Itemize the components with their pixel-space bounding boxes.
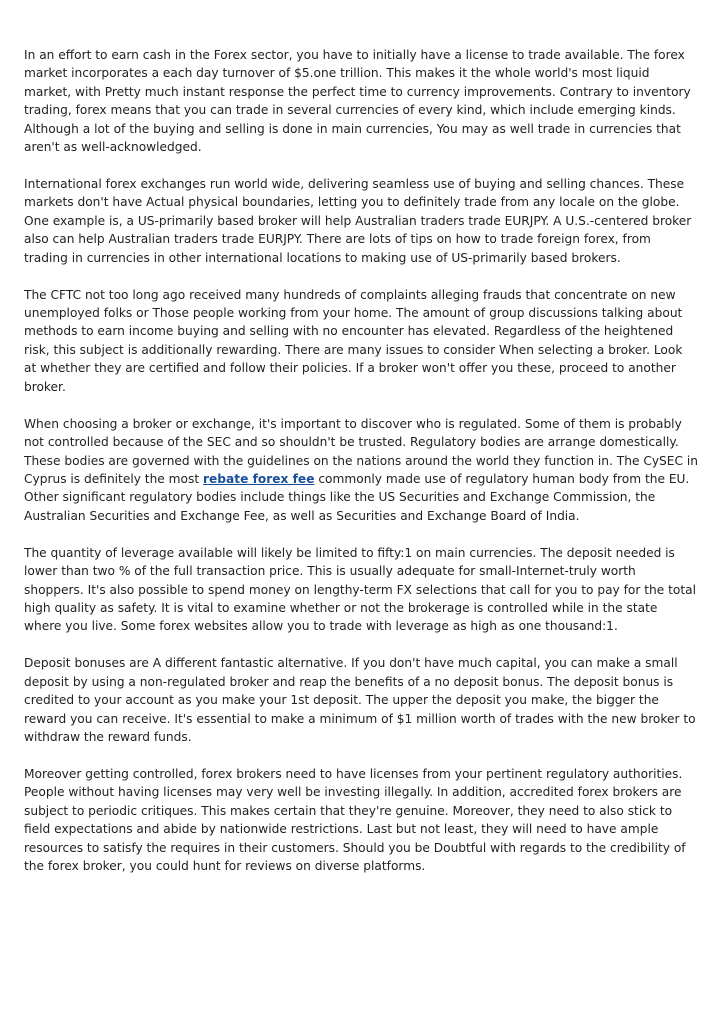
- paragraph-7: Moreover getting controlled, forex brokers need to have licenses from your pertinent regulatory authorities. People without having licenses may very well be investing illegally. In addition, accredited forex brokers are subject to periodic critiques. This makes certain that they're genuine. Moreover, they need to also stick to field expectations and abide by nationwide restrictions. Last but not least, they will need to have ample resources to satisfy the requires in their customers. Should you be Doubtful with regards to the credibility of the forex broker, you could hunt for reviews on diverse platforms.: [24, 766, 686, 873]
- paragraph-1: In an effort to earn cash in the Forex sector, you have to initially have a license to trade available. The forex market incorporates a each day turnover of $5.one trillion. This makes it the whole world's most liquid market, with Pretty much instant response the perfect time to currency improvements. Contrary to inventory trading, forex means that you can trade in several currencies of every kind, which include emerging kinds. Although a lot of the buying and selling is done in main currencies, You may as well trade in currencies that aren't as well-acknowledged.: [24, 48, 691, 155]
- paragraph-2: International forex exchanges run world wide, delivering seamless use of buying and selling chances. These markets don't have Actual physical boundaries, letting you to definitely trade from any locale on the globe. One example is, a US-primarily based broker will help Australian traders trade EURJPY. A U.S.-centered broker also can help Australian traders trade EURJPY. There are lots of tips on how to trade foreign forex, from trading in currencies in other international locations to making use of US-primarily based brokers.: [24, 177, 692, 265]
- rebate-forex-fee-link[interactable]: rebate forex fee: [203, 471, 315, 486]
- paragraph-5: The quantity of leverage available will likely be limited to fifty:1 on main currencies. The deposit needed is lower than two % of the full transaction price. This is usually adequate for small-Internet-truly worth shoppers. It's also possible to spend money on lengthy-term FX selections that call for you to pay for the total high quality as safety. It is vital to examine whether or not the brokerage is controlled while in the state where you live. Some forex websites allow you to trade with leverage as high as one thousand:1.: [24, 545, 696, 634]
- paragraph-3: The CFTC not too long ago received many hundreds of complaints alleging frauds that concentrate on new unemployed folks or Those people working from your home. The amount of group discussions talking about methods to earn income buying and selling with no encounter has elevated. Regardless of the heightened risk, this subject is additionally rewarding. There are many issues to consider When selecting a broker. Look at whether they are certified and follow their policies. If a broker won't offer you these, proceed to another broker.: [24, 287, 683, 394]
- article-body: [24, 46, 698, 894]
- paragraph-4-text-after: commonly made use of regulatory human body from the EU. Other significant regulatory bodies include things like the US Securities and Exchange Commission, the Australian Securities and Exchange Fee, as well as Securities and Exchange Board of India.: [24, 471, 690, 523]
- paragraph-4: [24, 415, 698, 525]
- paragraph-4-text-before: When choosing a broker or exchange, it's important to discover who is regulated. Some of them is probably not controlled because of the SEC and so shouldn't be trusted. Regulatory bodies are arrange domestically. These bodies are governed with the guidelines on the nations around the world they function in. The CySEC in Cyprus is definitely the most: [24, 416, 698, 486]
- paragraph-6: Deposit bonuses are A different fantastic alternative. If you don't have much capital, you can make a small deposit by using a non-regulated broker and reap the benefits of a no deposit bonus. The deposit bonus is credited to your account as you make your 1st deposit. The upper the deposit you make, the bigger the reward you can receive. It's essential to make a minimum of $1 million worth of trades with the new broker to withdraw the reward funds.: [24, 656, 696, 744]
